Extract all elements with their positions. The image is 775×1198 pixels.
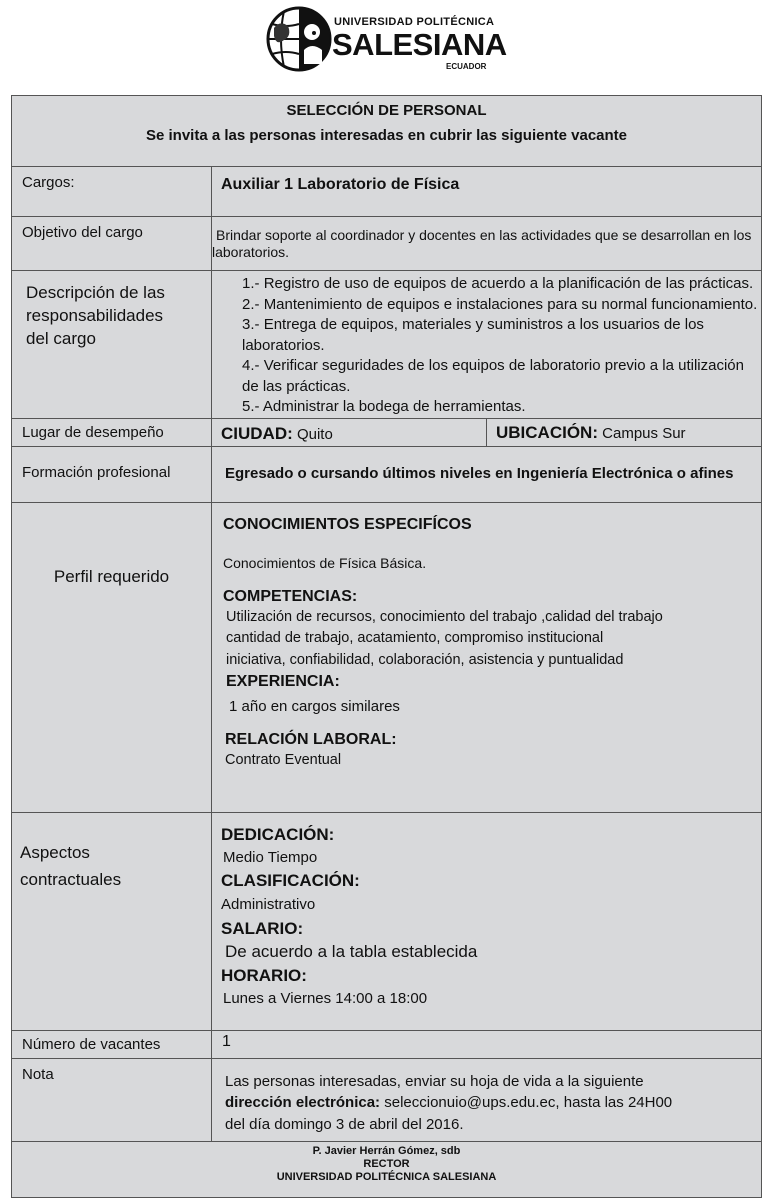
competencias-line: Utilización de recursos, conocimiento del trabajo ,calidad del trabajo (226, 608, 663, 625)
value-objetivo: Brindar soporte al coordinador y docentes en las actividades que se desarrollan en los laboratorios. (212, 217, 762, 271)
job-posting-table (11, 95, 762, 1198)
responsibilities-list-cell (212, 271, 762, 419)
list-item: 1.- Registro de uso de equipos de acuerdo a la planificación de las prácticas. (242, 275, 754, 292)
value-cargos: Auxiliar 1 Laboratorio de Física (212, 167, 762, 217)
label-perfil: Perfil requerido (12, 502, 212, 812)
horario-title: HORARIO: (221, 965, 307, 985)
nota-email-deadline: seleccionuio@ups.edu.ec, hasta las 24H00 (384, 1094, 673, 1111)
signer-institution: UNIVERSIDAD POLITÉCNICA SALESIANA (276, 1170, 497, 1183)
clasificacion-text: Administrativo (221, 895, 316, 913)
dedicacion-title: DEDICACIÓN: (221, 824, 335, 844)
salario-title: SALARIO: (221, 918, 304, 938)
conocimientos-title: CONOCIMIENTOS ESPECIFÍCOS (223, 515, 472, 533)
nota-line: del día domingo 3 de abril del 2016. (225, 1115, 464, 1133)
label-descripcion: Descripción de las responsabilidades del cargo (12, 271, 212, 419)
competencias-line: cantidad de trabajo, acatamiento, compromiso institucional (226, 630, 604, 646)
value-vacantes: 1 (212, 1030, 762, 1058)
nota-bold-label: dirección electrónica: (225, 1094, 381, 1111)
experiencia-text: 1 año en cargos similares (229, 698, 400, 715)
value-nota (212, 1058, 762, 1141)
ubicacion-value: Campus Sur (602, 424, 686, 442)
signer-role: RECTOR (363, 1157, 410, 1170)
posting-header (12, 96, 762, 167)
ciudad-value: Quito (296, 425, 333, 443)
relacion-text: Contrato Eventual (225, 752, 342, 768)
posting-subtitle: Se invita a las personas interesadas en cubrir las siguiente vacante (145, 127, 628, 144)
label-lugar: Lugar de desempeño (12, 418, 212, 446)
clasificacion-title: CLASIFICACIÓN: (221, 870, 360, 890)
label-objetivo: Objetivo del cargo (12, 217, 212, 271)
aspectos-label-line: Aspectos (20, 842, 90, 862)
value-ciudad (212, 418, 487, 446)
list-item: 2.- Mantenimiento de equipos e instalaciones para su normal funcionamiento. (242, 295, 758, 313)
value-ubicacion (487, 418, 762, 446)
signature-footer (12, 1141, 762, 1197)
aspectos-label-line: contractuales (20, 869, 122, 889)
experiencia-title: EXPERIENCIA: (226, 673, 340, 690)
label-nota: Nota (12, 1058, 212, 1141)
university-logo (266, 4, 516, 76)
ubicacion-label: UBICACIÓN: (496, 422, 598, 442)
relacion-title: RELACIÓN LABORAL: (225, 731, 397, 748)
contract-details-cell (212, 812, 762, 1030)
label-formacion: Formación profesional (12, 446, 212, 502)
logo-text-country: ECUADOR (446, 62, 487, 71)
profile-details-cell (212, 502, 762, 812)
dedicacion-text: Medio Tiempo (223, 848, 318, 866)
globe-portrait-emblem-icon (266, 6, 332, 72)
competencias-line: iniciativa, confiabilidad, colaboración, asistencia y puntualidad (226, 651, 624, 668)
list-item: 4.- Verificar seguridades de los equipos de laboratorio previo a la utilización de las prácticas. (242, 357, 744, 395)
competencias-title: COMPETENCIAS: (223, 587, 358, 605)
salario-text: De acuerdo a la tabla establecida (225, 941, 478, 961)
nota-line: Las personas interesadas, enviar su hoja de vida a la siguiente (225, 1072, 644, 1090)
horario-text: Lunes a Viernes 14:00 a 18:00 (223, 989, 428, 1007)
signer-name: P. Javier Herrán Gómez, sdb (312, 1144, 461, 1157)
nota-line (225, 1092, 761, 1114)
conocimientos-text: Conocimientos de Física Básica. (223, 554, 427, 571)
label-aspectos (12, 812, 212, 1030)
logo-text-university: UNIVERSIDAD POLITÉCNICA (334, 16, 495, 28)
ciudad-label: CIUDAD: (221, 423, 293, 443)
competencias-text (223, 607, 761, 672)
logo-text-salesiana: SALESIANA (332, 27, 507, 62)
label-vacantes: Número de vacantes (12, 1030, 212, 1058)
list-item: 3.- Entrega de equipos, materiales y suministros a los usuarios de los laboratorios. (242, 316, 704, 354)
posting-title: SELECCIÓN DE PERSONAL (286, 102, 487, 119)
list-item: 5.- Administrar la bodega de herramientas. (242, 398, 526, 415)
value-formacion: Egresado o cursando últimos niveles en Ingeniería Electrónica o afines (212, 446, 762, 502)
label-cargos: Cargos: (12, 167, 212, 217)
